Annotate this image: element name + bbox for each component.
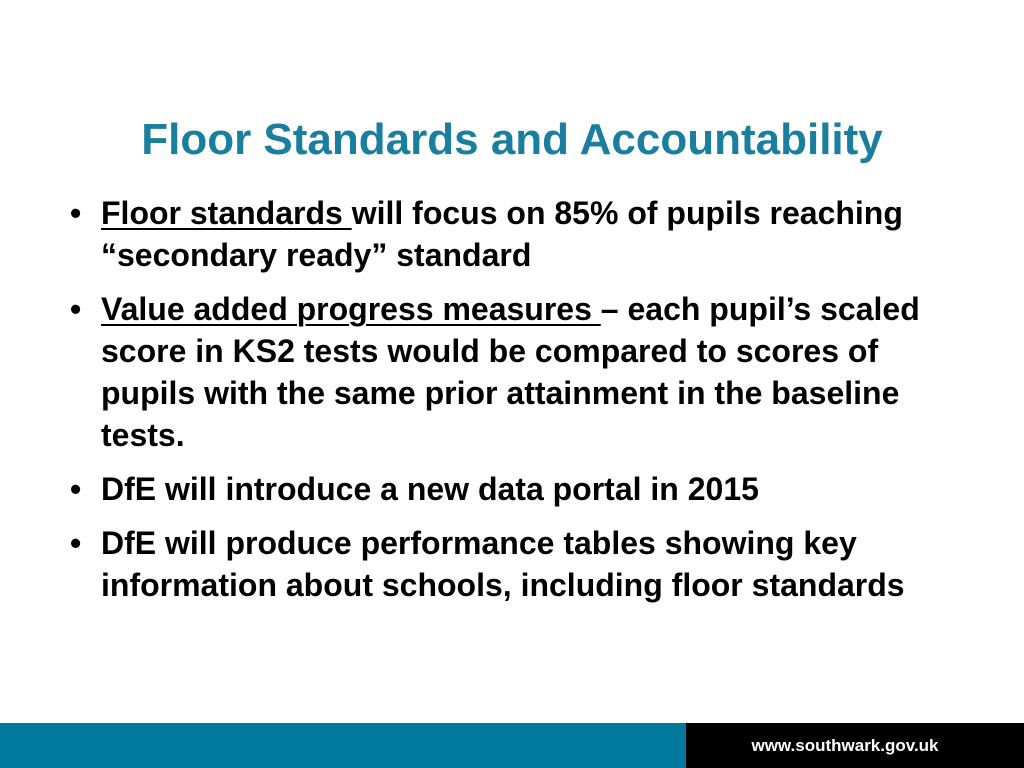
bullet-item-data-portal [60,468,960,510]
bullet-marker: • [70,471,82,507]
bullet-term-value-added: Value added progress measures [101,291,601,327]
bullet-marker: • [70,525,82,561]
bullet-text: DfE will produce performance tables showing key information about schools, including floor standards [101,525,905,603]
bullet-marker: • [70,195,82,231]
footer-band [0,723,686,768]
bullet-text: will focus on 85% of pupils reaching “secondary ready” standard [101,195,903,273]
slide-title: Floor Standards and Accountability [141,115,883,164]
bullet-text: – each pupil’s scaled score in KS2 tests would be compared to scores of pupils with the same prior attainment in the baseline tests. [101,291,920,453]
bullet-text: DfE will introduce a new data portal in 2015 [101,471,759,507]
bullet-item-value-added [60,288,960,456]
footer-url[interactable]: www.southwark.gov.uk [751,736,939,755]
footer-bar [0,723,1024,768]
bullet-list [60,192,960,618]
bullet-marker: • [70,291,82,327]
bullet-item-floor-standards [60,192,960,276]
bullet-term-floor-standards: Floor standards [101,195,352,231]
bullet-item-performance-tables [60,522,960,606]
